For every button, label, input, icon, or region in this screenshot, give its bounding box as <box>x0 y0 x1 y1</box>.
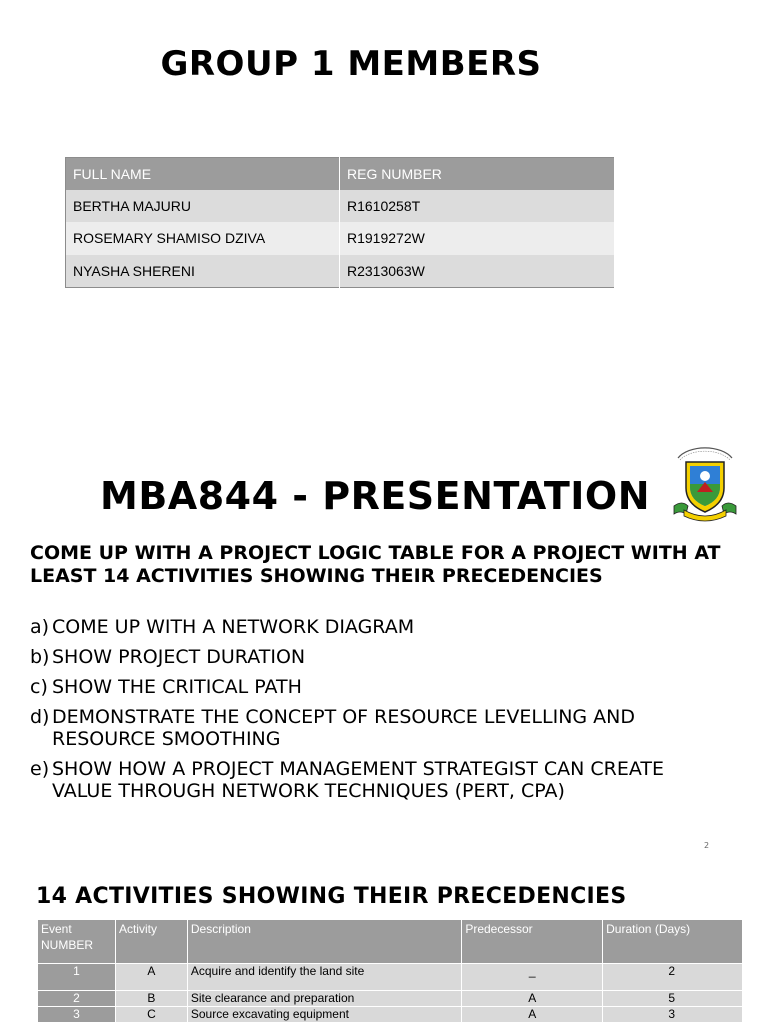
list-marker: c) <box>30 676 48 698</box>
task-text: COME UP WITH A NETWORK DIAGRAM <box>52 616 415 638</box>
table-row <box>66 255 615 288</box>
column-header-reg-number: REG NUMBER <box>340 158 615 191</box>
column-header-activity: Activity <box>115 920 187 964</box>
table-row <box>38 964 743 991</box>
list-item <box>30 676 710 698</box>
member-reg-number: R1610258T <box>340 190 615 222</box>
activity-code: A <box>115 964 187 991</box>
assignment-brief: COME UP WITH A PROJECT LOGIC TABLE FOR A PROJECT WITH AT LEAST 14 ACTIVITIES SHOWING THEIR PRECEDENCIES <box>30 542 721 587</box>
member-name: NYASHA SHERENI <box>66 255 340 288</box>
activity-description: Acquire and identify the land site <box>187 964 461 991</box>
task-text: DEMONSTRATE THE CONCEPT OF RESOURCE LEVELLING AND RESOURCE SMOOTHING <box>52 706 636 750</box>
event-number: 1 <box>38 964 116 991</box>
list-item <box>30 758 710 802</box>
member-reg-number: R1919272W <box>340 222 615 254</box>
activity-predecessor: A <box>462 991 603 1007</box>
table-row <box>66 222 615 254</box>
column-header-description: Description <box>187 920 461 964</box>
task-text: SHOW PROJECT DURATION <box>52 646 306 668</box>
table-header-row <box>38 920 743 964</box>
slide-title: MBA844 - PRESENTATION <box>100 474 651 518</box>
activity-duration: 3 <box>603 1007 743 1023</box>
member-reg-number: R2313063W <box>340 255 615 288</box>
member-name: ROSEMARY SHAMISO DZIVA <box>66 222 340 254</box>
activities-table <box>37 919 743 1023</box>
list-marker: a) <box>30 616 50 638</box>
university-crest-icon <box>672 444 738 522</box>
event-number: 3 <box>38 1007 116 1023</box>
activity-code: C <box>115 1007 187 1023</box>
slide-title: GROUP 1 MEMBERS <box>160 44 542 84</box>
activity-duration: 5 <box>603 991 743 1007</box>
event-number: 2 <box>38 991 116 1007</box>
column-header-predecessor: Predecessor <box>462 920 603 964</box>
activity-duration: 2 <box>603 964 743 991</box>
page-number: 2 <box>704 841 710 850</box>
member-name: BERTHA MAJURU <box>66 190 340 222</box>
table-header-row <box>66 158 615 191</box>
activity-predecessor: A <box>462 1007 603 1023</box>
task-text: SHOW HOW A PROJECT MANAGEMENT STRATEGIST CAN CREATE VALUE THROUGH NETWORK TECHNIQUES (PERT, CPA) <box>52 758 665 802</box>
activity-description: Source excavating equipment <box>187 1007 461 1023</box>
table-row <box>38 1007 743 1023</box>
list-marker: b) <box>30 646 50 668</box>
activity-predecessor: _ <box>462 964 603 991</box>
task-list <box>30 616 710 810</box>
list-item <box>30 616 710 638</box>
list-item <box>30 706 710 750</box>
column-header-duration: Duration (Days) <box>603 920 743 964</box>
list-item <box>30 646 710 668</box>
slide-title: 14 ACTIVITIES SHOWING THEIR PRECEDENCIES <box>36 884 627 909</box>
column-header-full-name: FULL NAME <box>66 158 340 191</box>
list-marker: d) <box>30 706 50 728</box>
list-marker: e) <box>30 758 50 780</box>
table-row <box>38 991 743 1007</box>
column-header-event-number: Event NUMBER <box>38 920 116 964</box>
task-text: SHOW THE CRITICAL PATH <box>52 676 302 698</box>
members-table <box>65 157 615 288</box>
table-row <box>66 190 615 222</box>
activity-description: Site clearance and preparation <box>187 991 461 1007</box>
activity-code: B <box>115 991 187 1007</box>
